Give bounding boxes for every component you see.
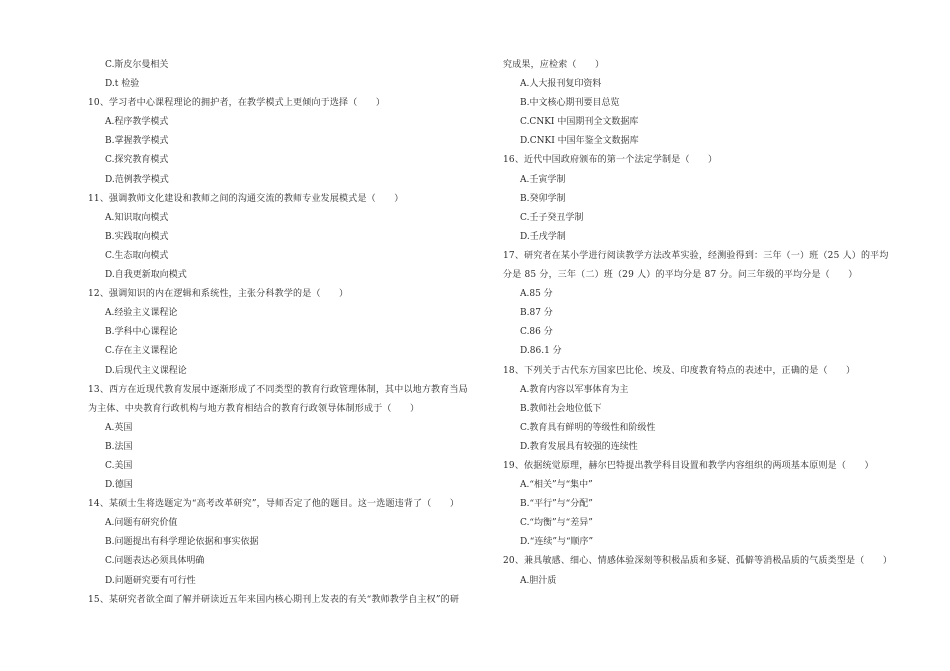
question-text: 20、兼具敏感、细心、情感体验深刻等积极品质和多疑、孤僻等消极品质的气质类型是（ ） — [503, 556, 893, 567]
answer-option: C.教育具有鲜明的等级性和阶级性 — [520, 422, 656, 433]
answer-option: B.87 分 — [520, 308, 553, 319]
left-column — [88, 56, 488, 610]
answer-option: B.癸卯学制 — [520, 193, 566, 204]
answer-option: C.斯皮尔曼相关 — [105, 60, 169, 70]
answer-option: C.问题表达必须具体明确 — [105, 556, 205, 567]
answer-option: A.程序教学模式 — [105, 117, 169, 128]
question-text: 12、强调知识的内在逻辑和系统性，主张分科教学的是（ ） — [88, 289, 349, 300]
question-text: 13、西方在近现代教育发展中逐渐形成了不同类型的教育行政管理体制，其中以地方教育当局 — [88, 384, 468, 395]
answer-option: A.教育内容以军事体育为主 — [520, 384, 629, 395]
question-text: 16、近代中国政府颁布的第一个法定学制是（ ） — [503, 155, 718, 166]
answer-option: C.“均衡”与“差异” — [520, 518, 593, 529]
answer-option: D.教育发展具有较强的连续性 — [520, 441, 638, 452]
answer-option: C.86 分 — [520, 327, 553, 338]
question-text: 17、研究者在某小学进行阅读教学方法改革实验，经测验得到：三年（一）班（25 人）的平均 — [503, 250, 889, 261]
answer-option: D.t 检验 — [105, 79, 140, 90]
question-text: 18、下列关于古代东方国家巴比伦、埃及、印度教育特点的表述中，正确的是（ ） — [503, 365, 856, 376]
answer-option: D.壬戌学制 — [520, 231, 566, 242]
answer-option: A.人大报刊复印资料 — [520, 79, 602, 90]
answer-option: D.86.1 分 — [520, 346, 562, 357]
answer-option: B.学科中心课程论 — [105, 327, 178, 338]
answer-option: C.存在主义课程论 — [105, 346, 178, 357]
question-text: 分是 85 分，三年（二）班（29 人）的平均分是 87 分。问三年级的平均分是（ ） — [503, 270, 858, 281]
answer-option: C.探究教育模式 — [105, 155, 169, 166]
question-text: 14、某硕士生将选题定为“高考改革研究”，导师否定了他的题目。这一选题违背了（ ） — [88, 499, 460, 510]
answer-option: D.自我更新取向模式 — [105, 270, 187, 281]
answer-option: D.范例教学模式 — [105, 174, 169, 185]
question-text: 为主体、中央教育行政机构与地方教育相结合的教育行政领导体制形成于（ ） — [88, 403, 420, 414]
answer-option: B.“平行”与“分配” — [520, 499, 593, 510]
question-text: 11、强调教师文化建设和教师之间的沟通交流的教师专业发展模式是（ ） — [88, 193, 404, 204]
right-column — [503, 56, 903, 591]
answer-option: B.教师社会地位低下 — [520, 403, 602, 414]
answer-option: A.知识取向模式 — [105, 212, 169, 223]
answer-option: B.法国 — [105, 441, 133, 452]
answer-option: A.经验主义课程论 — [105, 308, 178, 319]
answer-option: D.后现代主义课程论 — [105, 365, 187, 376]
answer-option: D.问题研究要有可行性 — [105, 575, 196, 586]
question-text: 15、某研究者欲全面了解并研读近五年来国内核心期刊上发表的有关“教师教学自主权”的研 — [88, 594, 460, 605]
answer-option: D.德国 — [105, 480, 133, 491]
answer-option: C.壬子癸丑学制 — [520, 212, 584, 223]
answer-option: A.“相关”与“集中” — [520, 480, 593, 491]
answer-option: A.问题有研究价值 — [105, 518, 178, 529]
answer-option: C.CNKI 中国期刊全文数据库 — [520, 117, 639, 128]
answer-option: A.胆汁质 — [520, 575, 557, 586]
answer-option: B.掌握教学模式 — [105, 136, 169, 147]
answer-option: A.壬寅学制 — [520, 174, 566, 185]
question-text: 究成果，应检索（ ） — [503, 60, 605, 70]
answer-option: B.问题提出有科学理论依据和事实依据 — [105, 537, 259, 548]
answer-option: D.“连续”与“顺序” — [520, 537, 594, 548]
answer-option: A.85 分 — [520, 289, 553, 300]
answer-option: D.CNKI 中国年鉴全文数据库 — [520, 136, 639, 147]
answer-option: C.美国 — [105, 460, 133, 471]
question-text: 19、依据统觉原理，赫尔巴特提出教学科目设置和教学内容组织的两项基本原则是（ ） — [503, 460, 874, 471]
answer-option: B.实践取向模式 — [105, 231, 169, 242]
answer-option: B.中文核心期刊要目总览 — [520, 98, 620, 109]
answer-option: A.英国 — [105, 422, 133, 433]
answer-option: C.生态取向模式 — [105, 250, 169, 261]
question-text: 10、学习者中心课程理论的拥护者，在教学模式上更倾向于选择（ ） — [88, 98, 386, 109]
